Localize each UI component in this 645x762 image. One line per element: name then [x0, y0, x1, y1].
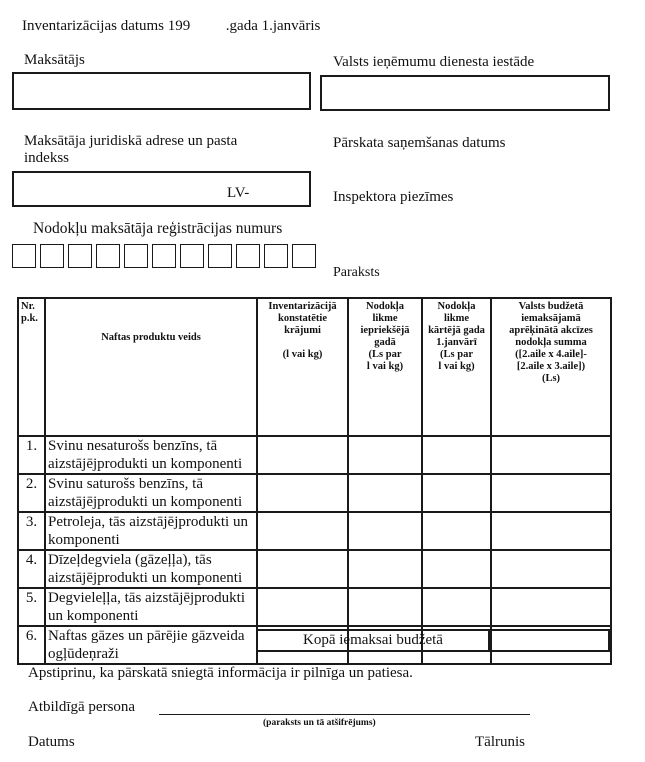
- phone-label: Tālrunis: [475, 734, 525, 750]
- header-line: nodokļa summa: [515, 337, 587, 348]
- header-line: aprēķinātā akcīzes: [509, 325, 593, 336]
- row-number: 6.: [18, 626, 45, 664]
- header-product-type-text: Naftas produktu veids: [101, 332, 201, 343]
- header-rate-curr: [422, 298, 491, 436]
- row-number: 1.: [18, 436, 45, 474]
- product-type-cell: Degvieleļļa, tās aizstājējprodukti un komponenti: [45, 588, 257, 626]
- rate-curr-cell[interactable]: [422, 474, 491, 512]
- table-row: [18, 512, 611, 550]
- responsible-signature-line[interactable]: [159, 714, 530, 715]
- postal-prefix: LV-: [227, 185, 250, 201]
- total-row: [256, 629, 610, 652]
- reg-number-digit-box[interactable]: [180, 244, 204, 268]
- header-nr-line: Nr.: [21, 301, 35, 312]
- table-row: [18, 588, 611, 626]
- header-nr: [18, 298, 45, 436]
- address-label-line1: Maksātāja juridiskā adrese un pasta: [24, 133, 238, 149]
- header-line: iepriekšējā: [360, 325, 410, 336]
- table-row: [18, 550, 611, 588]
- inventory-date-suffix: .gada 1.janvāris: [225, 18, 321, 34]
- header-product-type: [45, 298, 257, 436]
- header-stock: [257, 298, 348, 436]
- tax-sum-cell[interactable]: [491, 512, 611, 550]
- header-line: Valsts budžetā: [518, 301, 584, 312]
- rate-prev-cell[interactable]: [348, 474, 422, 512]
- tax-sum-cell[interactable]: [491, 474, 611, 512]
- received-date-label: Pārskata saņemšanas datums: [333, 135, 506, 151]
- row-number: 5.: [18, 588, 45, 626]
- header-line: iemaksājamā: [521, 313, 581, 324]
- product-type-cell: Svinu nesaturošs benzīns, tā aizstājējprodukti un komponenti: [45, 436, 257, 474]
- header-line: likme: [372, 313, 398, 324]
- authority-label: Valsts ieņēmumu dienesta iestāde: [333, 54, 535, 70]
- stock-cell[interactable]: [257, 588, 348, 626]
- inventory-date-label: [22, 18, 320, 35]
- tax-sum-cell[interactable]: [491, 550, 611, 588]
- reg-number-digit-box[interactable]: [68, 244, 92, 268]
- payer-label: Maksātājs: [24, 52, 85, 68]
- total-value-cell[interactable]: [489, 630, 609, 651]
- rate-curr-cell[interactable]: [422, 588, 491, 626]
- rate-prev-cell[interactable]: [348, 550, 422, 588]
- stock-cell[interactable]: [257, 436, 348, 474]
- reg-number-digit-box[interactable]: [292, 244, 316, 268]
- reg-number-digit-box[interactable]: [124, 244, 148, 268]
- table-row: [18, 436, 611, 474]
- header-spacer: [258, 337, 347, 349]
- header-line: kārtējā gada: [428, 325, 485, 336]
- authority-field[interactable]: [320, 75, 610, 111]
- table-header-row: [18, 298, 611, 436]
- header-line: (Ls par: [440, 349, 473, 360]
- responsible-person-label: Atbildīgā persona: [28, 699, 136, 715]
- payer-field[interactable]: [12, 72, 311, 110]
- stock-cell[interactable]: [257, 550, 348, 588]
- excise-tax-table: [17, 297, 612, 665]
- rate-curr-cell[interactable]: [422, 512, 491, 550]
- signature-label: Paraksts: [333, 265, 380, 280]
- reg-number-digit-box[interactable]: [208, 244, 232, 268]
- header-line: ([2.aile x 4.aile]-: [515, 349, 587, 360]
- header-line: (Ls par: [368, 349, 402, 360]
- rate-prev-cell[interactable]: [348, 588, 422, 626]
- header-line: (l vai kg): [282, 349, 323, 360]
- header-line: Inventarizācijā: [268, 301, 337, 312]
- rate-prev-cell[interactable]: [348, 512, 422, 550]
- reg-number-digit-box[interactable]: [96, 244, 120, 268]
- tax-sum-cell[interactable]: [491, 588, 611, 626]
- header-rate-prev: [348, 298, 422, 436]
- product-type-cell: Naftas gāzes un pārējie gāzveida ogļūdeņraži: [45, 626, 257, 664]
- address-field[interactable]: [12, 171, 311, 207]
- header-line: gadā: [374, 337, 396, 348]
- inventory-date-prefix: Inventarizācijas datums 199: [22, 18, 191, 34]
- header-line: 1.janvārī: [436, 337, 477, 348]
- header-line: Nodokļa: [366, 301, 404, 312]
- header-line: (Ls): [541, 373, 561, 384]
- product-type-cell: Svinu saturošs benzīns, tā aizstājējprodukti un komponenti: [45, 474, 257, 512]
- table-row: [18, 474, 611, 512]
- header-line: l vai kg): [366, 361, 404, 372]
- row-number: 3.: [18, 512, 45, 550]
- tax-sum-cell[interactable]: [491, 436, 611, 474]
- rate-prev-cell[interactable]: [348, 436, 422, 474]
- header-tax-sum: [491, 298, 611, 436]
- stock-cell[interactable]: [257, 512, 348, 550]
- stock-cell[interactable]: [257, 474, 348, 512]
- header-line: Nodokļa: [437, 301, 476, 312]
- row-number: 2.: [18, 474, 45, 512]
- rate-curr-cell[interactable]: [422, 550, 491, 588]
- reg-number-label: Nodokļu maksātāja reģistrācijas numurs: [33, 220, 283, 237]
- reg-number-digit-box[interactable]: [236, 244, 260, 268]
- date-label: Datums: [28, 734, 75, 750]
- product-type-cell: Petroleja, tās aizstājējprodukti un komponenti: [45, 512, 257, 550]
- reg-number-digit-box[interactable]: [40, 244, 64, 268]
- rate-curr-cell[interactable]: [422, 436, 491, 474]
- header-line: krājumi: [284, 325, 321, 336]
- confirmation-text: Apstiprinu, ka pārskatā sniegtā informācija ir pilnīga un patiesa.: [28, 665, 413, 681]
- total-label: Kopā iemaksai budžetā: [257, 630, 489, 651]
- reg-number-digit-box[interactable]: [152, 244, 176, 268]
- header-nr-line: p.k.: [21, 313, 38, 324]
- reg-number-digit-box[interactable]: [12, 244, 36, 268]
- signature-hint: (paraksts un tā atšifrējums): [263, 718, 376, 728]
- inspector-notes-label: Inspektora piezīmes: [333, 189, 454, 205]
- row-number: 4.: [18, 550, 45, 588]
- header-line: likme: [443, 313, 470, 324]
- header-line: konstatētie: [278, 313, 327, 324]
- reg-number-digit-box[interactable]: [264, 244, 288, 268]
- product-type-cell: Dīzeļdegviela (gāzeļļa), tās aizstājējprodukti un komponenti: [45, 550, 257, 588]
- header-line: [2.aile x 3.aile]): [516, 361, 586, 372]
- header-line: l vai kg): [438, 361, 475, 372]
- address-label-line2: indekss: [24, 150, 69, 166]
